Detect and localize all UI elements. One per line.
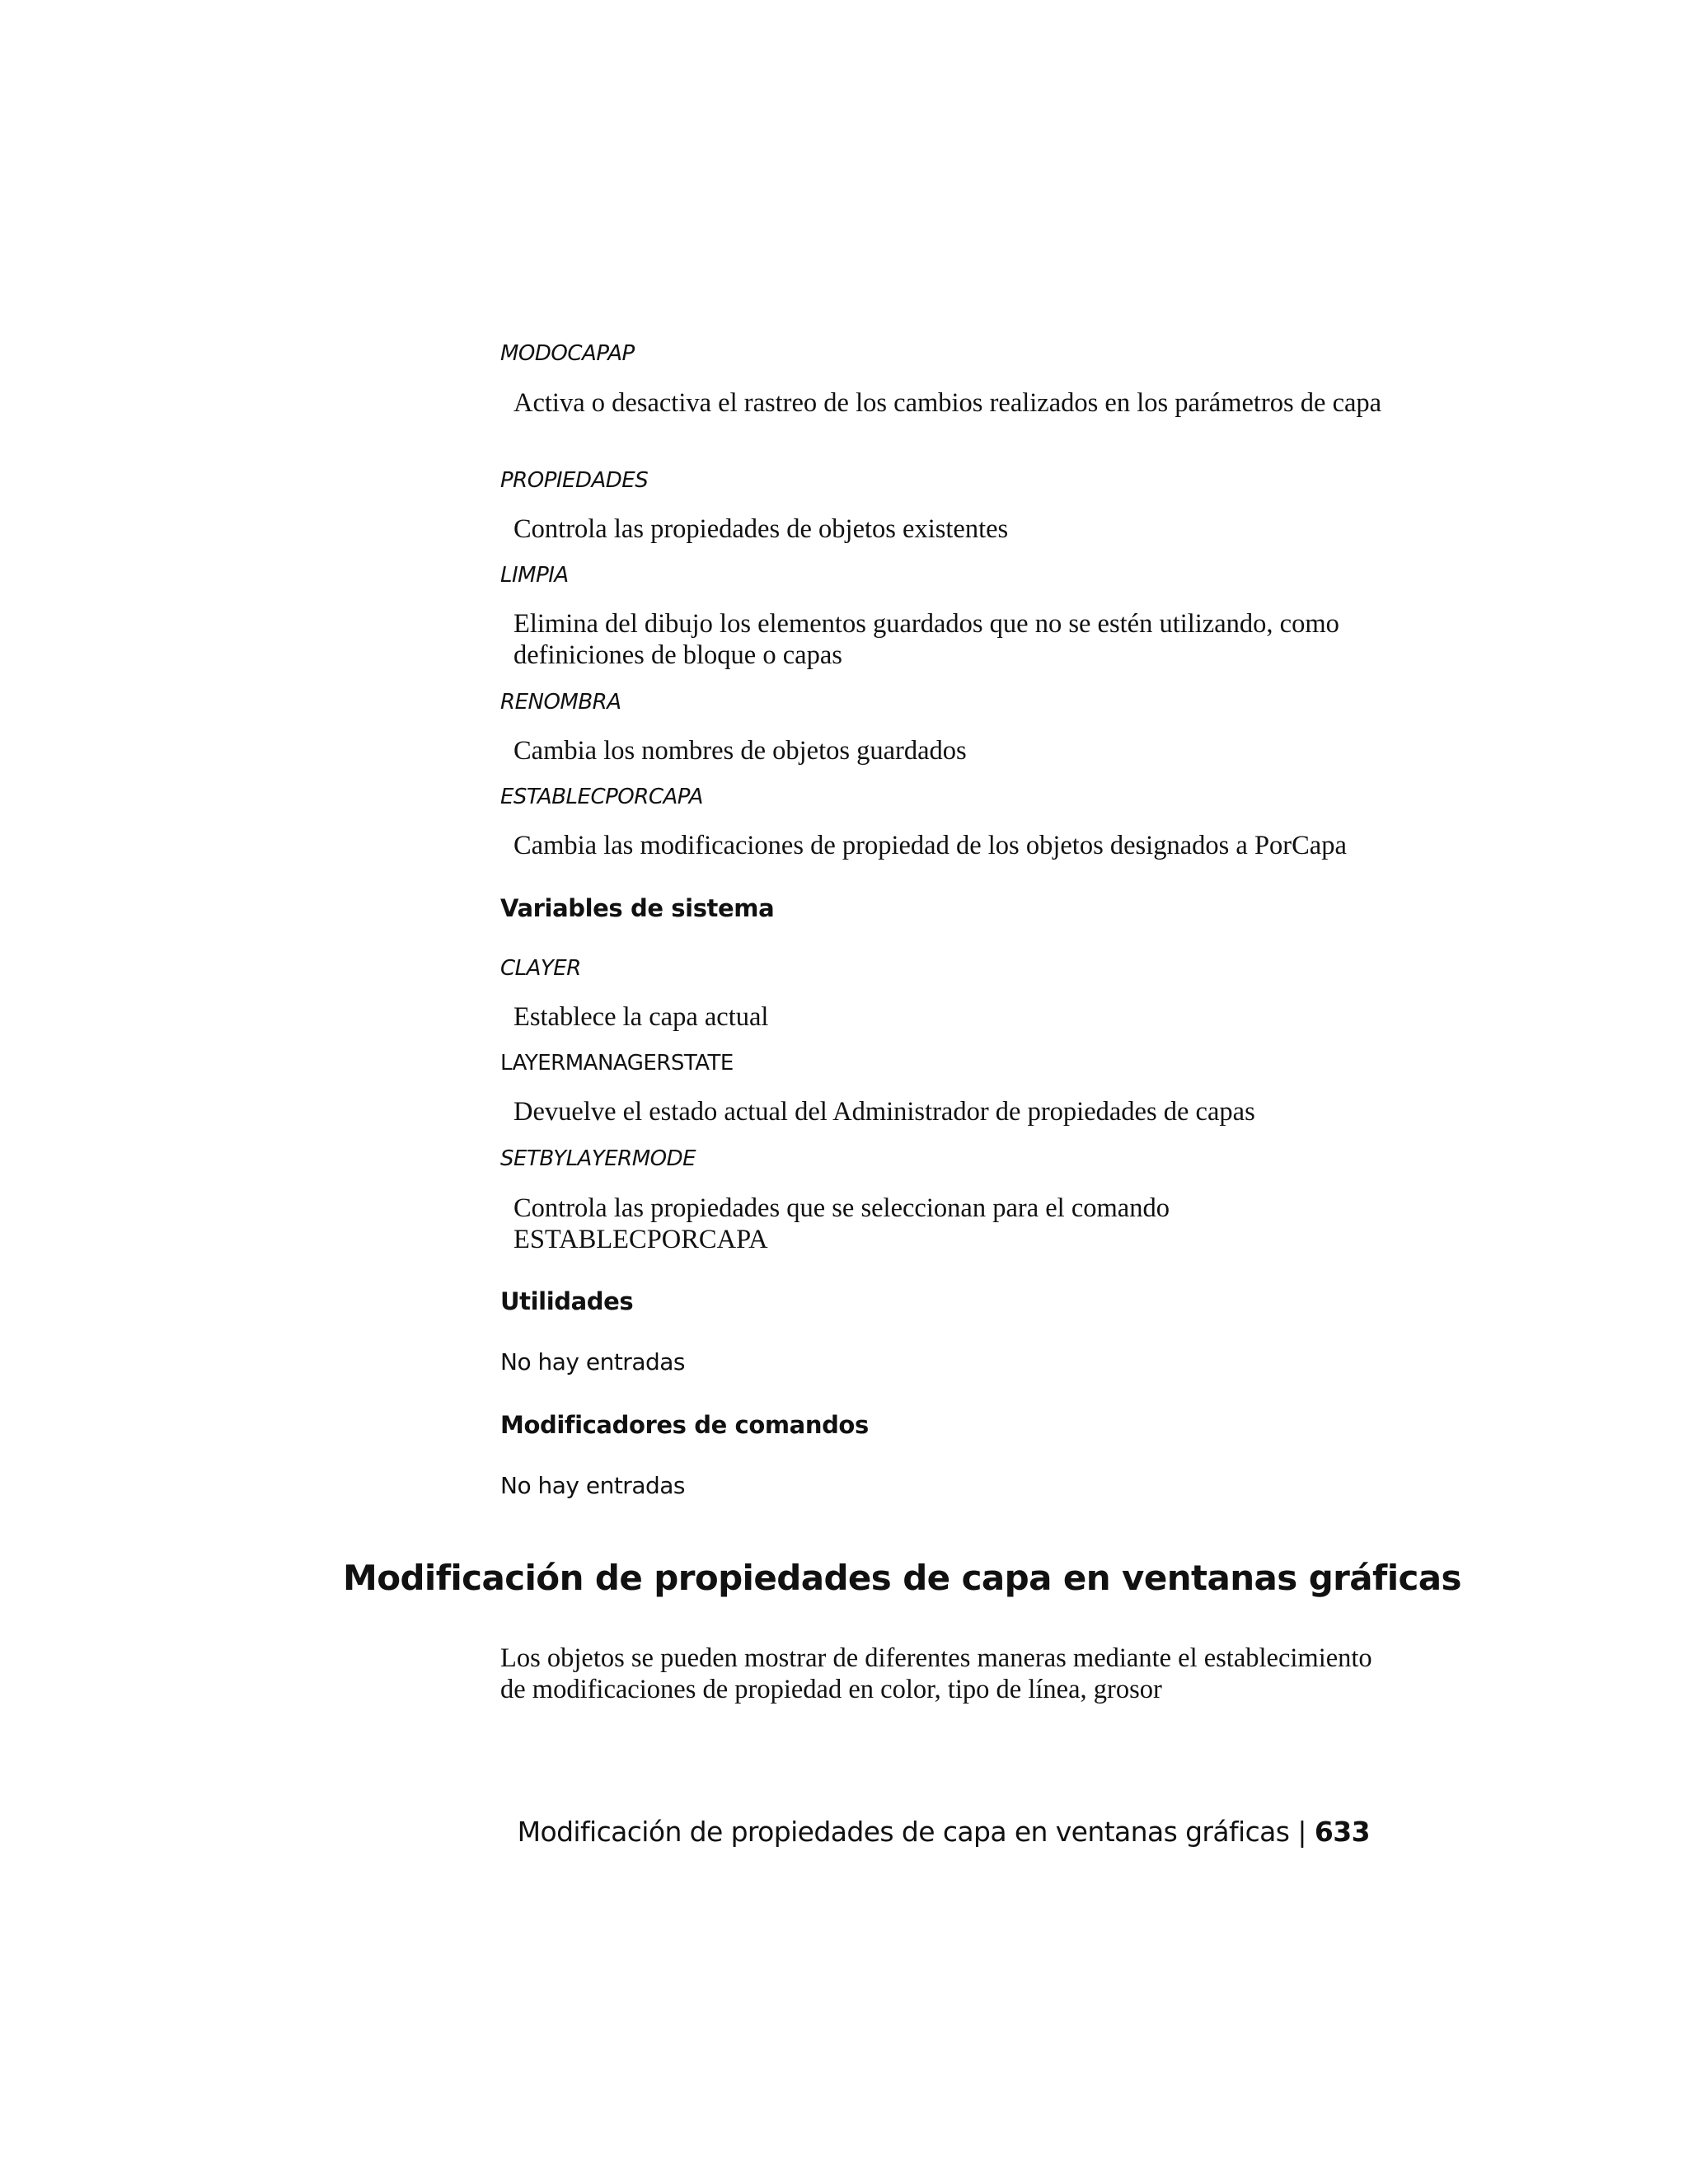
desc-propiedades: Controla las propiedades de objetos existentes (513, 514, 1009, 544)
term-propiedades: PROPIEDADES (500, 468, 649, 493)
desc-clayer: Establece la capa actual (513, 1002, 769, 1032)
section-paragraph: Los objetos se pueden mostrar de diferentes maneras mediante el establecimiento de modificaciones de propiedad en color, tipo de línea, grosor (500, 1643, 1372, 1704)
desc-setbylayermode: Controla las propiedades que se seleccionan para el comando ESTABLECPORCAPA (513, 1193, 1170, 1254)
term-renombra: RENOMBRA (500, 690, 621, 715)
page-number: 633 (1314, 1816, 1370, 1848)
desc-limpia: Elimina del dibujo los elementos guardados que no se estén utilizando, como definiciones de bloque o capas (513, 609, 1339, 670)
term-limpia: LIMPIA (500, 563, 569, 588)
footer-running-title: Modificación de propiedades de capa en ventanas gráficas (517, 1816, 1290, 1848)
heading-system-variables: Variables de sistema (500, 894, 775, 922)
term-setbylayermode: SETBYLAYERMODE (500, 1146, 696, 1171)
desc-establecporcapa: Cambia las modificaciones de propiedad de los objetos designados a PorCapa (513, 831, 1347, 860)
heading-command-modifiers: Modificadores de comandos (500, 1411, 869, 1439)
utilities-text: No hay entradas (500, 1348, 685, 1376)
term-modocapap: MODOCAPAP (500, 341, 635, 366)
term-establecporcapa: ESTABLECPORCAPA (500, 785, 703, 809)
section-title: Modificación de propiedades de capa en ventanas gráficas (343, 1558, 1461, 1598)
footer-separator: | (1297, 1816, 1306, 1848)
desc-layermanagerstate: Devuelve el estado actual del Administrador de propiedades de capas (513, 1097, 1255, 1127)
desc-modocapap: Activa o desactiva el rastreo de los cambios realizados en los parámetros de capa (513, 388, 1382, 418)
desc-renombra: Cambia los nombres de objetos guardados (513, 736, 967, 766)
heading-utilities: Utilidades (500, 1287, 634, 1315)
term-clayer: CLAYER (500, 956, 581, 981)
command-modifiers-text: No hay entradas (500, 1472, 685, 1499)
term-layermanagerstate: LAYERMANAGERSTATE (500, 1051, 734, 1076)
page-footer (518, 1816, 1370, 1848)
